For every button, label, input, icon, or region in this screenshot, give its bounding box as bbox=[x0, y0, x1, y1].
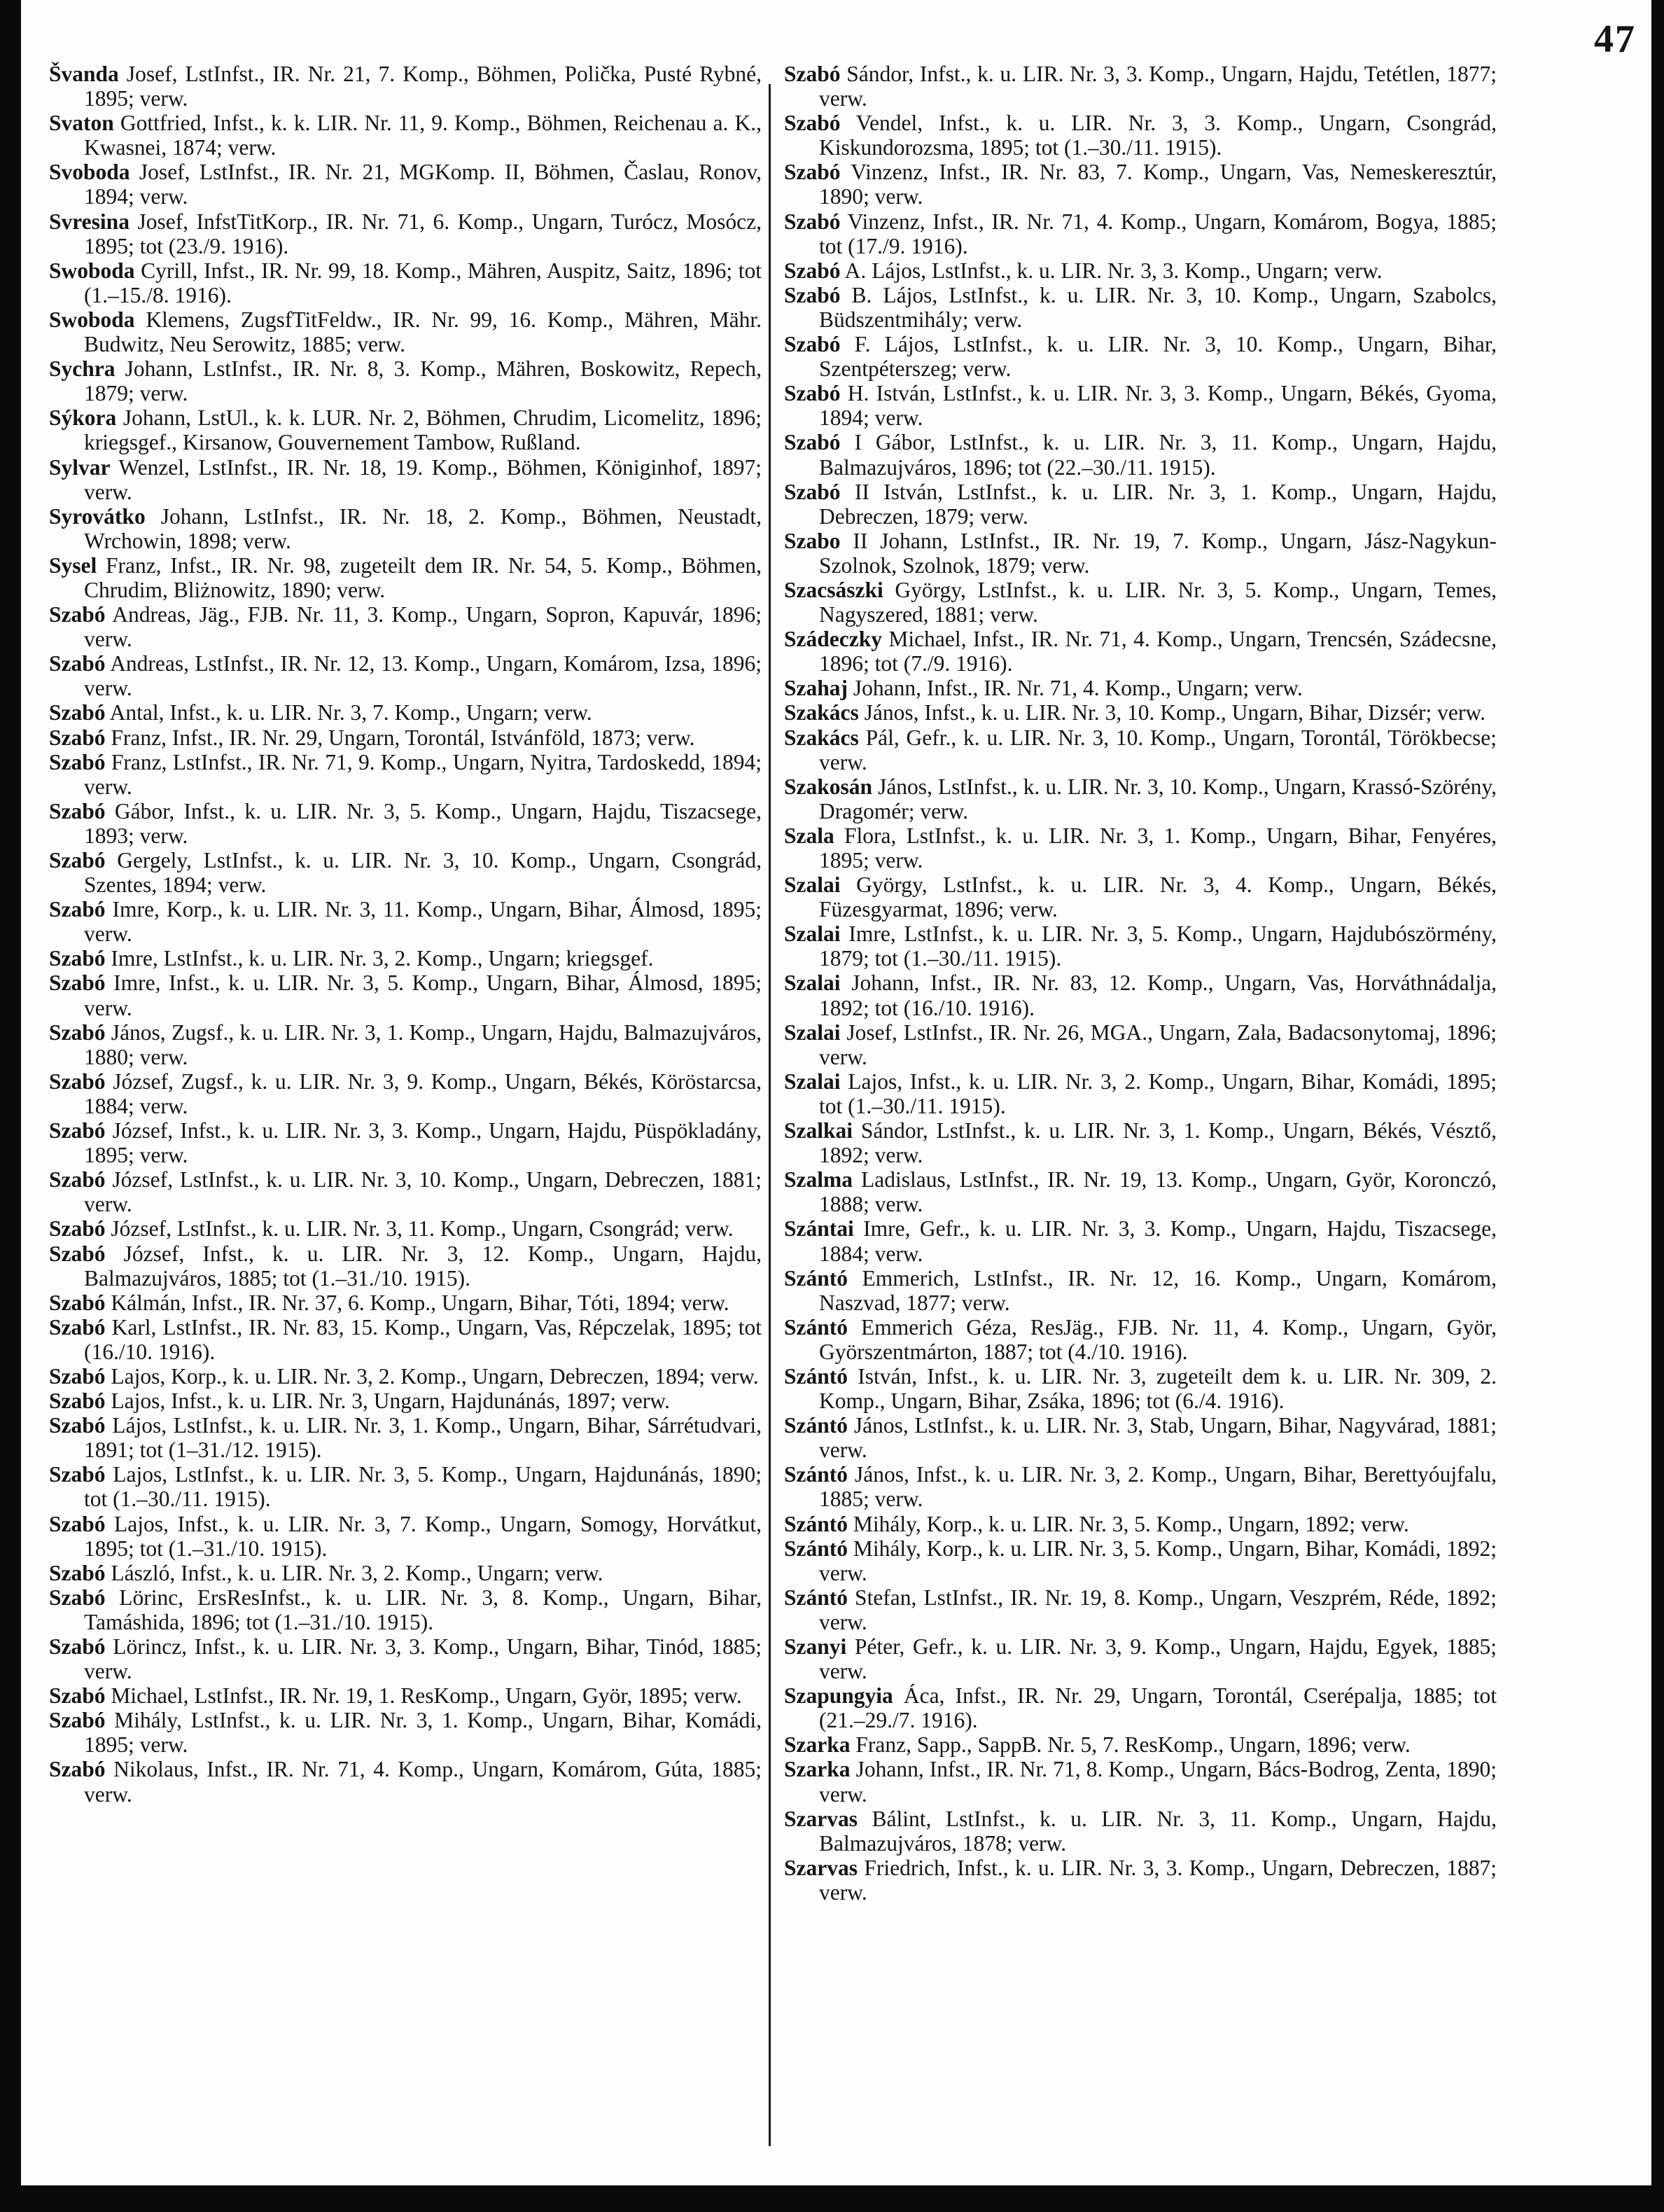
register-entry bbox=[784, 381, 1497, 430]
entry-surname: Szabó bbox=[49, 946, 106, 971]
entry-surname: Szabó bbox=[784, 258, 841, 283]
entry-surname: Szalai bbox=[784, 971, 841, 996]
entry-surname: Svaton bbox=[49, 111, 114, 136]
entry-details: Áca, Infst., IR. Nr. 29, Ungarn, Torontál, Cserépalja, 1885; tot (21.–29./7. 1916). bbox=[819, 1683, 1497, 1733]
register-entry bbox=[49, 1241, 762, 1291]
entry-details: Friedrich, Infst., k. u. LIR. Nr. 3, 3. Komp., Ungarn, Debreczen, 1887; verw. bbox=[819, 1855, 1497, 1905]
entry-surname: Szabó bbox=[49, 1462, 106, 1487]
entry-surname: Szabó bbox=[784, 111, 841, 136]
entry-details: Vinzenz, Infst., IR. Nr. 71, 4. Komp., Ungarn, Komárom, Bogya, 1885; tot (17./9. 1916). bbox=[819, 209, 1497, 258]
entry-surname: Szakosán bbox=[784, 774, 873, 799]
register-entry bbox=[49, 455, 762, 504]
scan-edge-right bbox=[1651, 0, 1664, 2212]
entry-details: Lajos, Infst., k. u. LIR. Nr. 3, Ungarn, Hajdunánás, 1897; verw. bbox=[105, 1389, 670, 1414]
entry-details: Johann, Infst., IR. Nr. 71, 4. Komp., Ungarn; verw. bbox=[848, 676, 1303, 701]
entry-surname: Szabó bbox=[49, 1708, 106, 1733]
column-divider bbox=[769, 84, 771, 2146]
entry-details: Vinzenz, Infst., IR. Nr. 83, 7. Komp., Ungarn, Vas, Nemeskeresztúr, 1890; verw. bbox=[819, 160, 1497, 209]
entry-surname: Szabó bbox=[49, 971, 106, 996]
register-entry bbox=[784, 62, 1497, 111]
entry-details: Sándor, LstInfst., k. u. LIR. Nr. 3, 1. Komp., Ungarn, Békés, Vésztő, 1892; verw. bbox=[819, 1118, 1497, 1168]
register-entry bbox=[784, 1512, 1497, 1536]
entry-surname: Szabó bbox=[49, 1069, 106, 1094]
register-entry bbox=[784, 529, 1497, 578]
entry-surname: Szabó bbox=[49, 1118, 106, 1143]
entry-details: Vendel, Infst., k. u. LIR. Nr. 3, 3. Komp., Ungarn, Csongrád, Kiskundorozsma, 1895; tot (1.–30./11. 1915). bbox=[819, 111, 1497, 160]
entry-details: Johann, LstInfst., IR. Nr. 18, 2. Komp., Böhmen, Neustadt, Wrchowin, 1898; verw. bbox=[84, 503, 762, 553]
register-entry bbox=[49, 1315, 762, 1364]
entry-details: Josef, LstInfst., IR. Nr. 21, MGKomp. II, Böhmen, Časlau, Ronov, 1894; verw. bbox=[84, 160, 762, 209]
entry-details: Imre, Infst., k. u. LIR. Nr. 3, 5. Komp., Ungarn, Bihar, Álmosd, 1895; verw. bbox=[84, 971, 762, 1020]
entry-details: László, Infst., k. u. LIR. Nr. 3, 2. Komp., Ungarn; verw. bbox=[105, 1560, 603, 1585]
entry-details: József, Zugsf., k. u. LIR. Nr. 3, 9. Komp., Ungarn, Békés, Köröstarcsa, 1884; verw. bbox=[84, 1069, 762, 1118]
entry-surname: Švanda bbox=[49, 62, 119, 86]
entry-surname: Szabó bbox=[49, 1290, 106, 1315]
register-entry bbox=[49, 1512, 762, 1561]
register-entry bbox=[784, 283, 1497, 332]
register-entry bbox=[49, 700, 762, 725]
entry-surname: Szabo bbox=[784, 528, 841, 553]
register-entry bbox=[784, 1757, 1497, 1806]
entry-details: Josef, LstInfst., IR. Nr. 21, 7. Komp., Böhmen, Polička, Pusté Rybné, 1895; verw. bbox=[84, 62, 762, 111]
register-entry bbox=[49, 1561, 762, 1585]
register-entry bbox=[784, 1807, 1497, 1856]
entry-surname: Szabó bbox=[784, 430, 841, 455]
register-entry bbox=[784, 1364, 1497, 1413]
entry-surname: Sychra bbox=[49, 356, 116, 382]
register-entry bbox=[49, 553, 762, 602]
register-entry bbox=[784, 209, 1497, 258]
register-entry bbox=[49, 356, 762, 405]
entry-surname: Szántó bbox=[784, 1363, 848, 1389]
entry-surname: Szabó bbox=[784, 381, 841, 406]
entry-details: Lörincz, Infst., k. u. LIR. Nr. 3, 3. Komp., Ungarn, Bihar, Tinód, 1885; verw. bbox=[84, 1634, 762, 1684]
register-entry bbox=[49, 209, 762, 258]
entry-surname: Szabó bbox=[49, 897, 106, 922]
entry-details: Franz, LstInfst., IR. Nr. 71, 9. Komp., Ungarn, Nyitra, Tardoskedd, 1894; verw. bbox=[84, 749, 762, 799]
entry-details: Gergely, LstInfst., k. u. LIR. Nr. 3, 10. Komp., Ungarn, Csongrád, Szentes, 1894; verw. bbox=[84, 848, 762, 898]
entry-details: Lörinc, ErsResInfst., k. u. LIR. Nr. 3, 8. Komp., Ungarn, Bihar, Tamáshida, 1896; tot (1.–31./10. 1915). bbox=[84, 1585, 762, 1634]
register-entry bbox=[49, 1462, 762, 1511]
register-entry bbox=[49, 1216, 762, 1241]
entry-surname: Szabó bbox=[49, 1413, 106, 1438]
entry-surname: Szabó bbox=[49, 749, 106, 774]
entry-details: Gottfried, Infst., k. k. LIR. Nr. 11, 9. Komp., Böhmen, Reichenau a. K., Kwasnei, 1874; verw. bbox=[84, 111, 762, 160]
entry-details: Lájos, LstInfst., k. u. LIR. Nr. 3, 1. Komp., Ungarn, Bihar, Sárrétudvari, 1891; tot (1–31./12. 1915). bbox=[84, 1413, 762, 1463]
register-entry bbox=[784, 1536, 1497, 1585]
entry-surname: Szabó bbox=[49, 1314, 106, 1340]
entry-surname: Szabó bbox=[49, 1363, 106, 1389]
entry-details: Pál, Gefr., k. u. LIR. Nr. 3, 10. Komp., Ungarn, Torontál, Törökbecse; verw. bbox=[819, 725, 1497, 774]
register-entry bbox=[784, 1118, 1497, 1167]
entry-details: János, Infst., k. u. LIR. Nr. 3, 2. Komp., Ungarn, Bihar, Berettyóujfalu, 1885; verw. bbox=[819, 1462, 1497, 1512]
left-column bbox=[49, 62, 762, 1807]
register-entry bbox=[49, 651, 762, 700]
register-entry bbox=[49, 307, 762, 356]
entry-surname: Swoboda bbox=[49, 307, 135, 332]
register-entry bbox=[784, 700, 1497, 725]
entry-surname: Szanyi bbox=[784, 1634, 847, 1659]
entry-surname: Sýkora bbox=[49, 405, 117, 431]
register-entry bbox=[784, 1634, 1497, 1683]
entry-surname: Szádeczky bbox=[784, 627, 882, 652]
entry-details: Gábor, Infst., k. u. LIR. Nr. 3, 5. Komp., Ungarn, Hajdu, Tiszacsege, 1893; verw. bbox=[84, 798, 762, 848]
entry-details: Johann, LstUl., k. k. LUR. Nr. 2, Böhmen, Chrudim, Licomelitz, 1896; kriegsgef., Kirsanow, Gouvernement Tambow, Rußland. bbox=[84, 405, 762, 455]
register-entry bbox=[784, 1266, 1497, 1315]
entry-surname: Szántó bbox=[784, 1536, 848, 1561]
register-entry bbox=[49, 1020, 762, 1069]
entry-details: Péter, Gefr., k. u. LIR. Nr. 3, 9. Komp., Ungarn, Hajdu, Egyek, 1885; verw. bbox=[819, 1634, 1497, 1684]
register-entry bbox=[784, 1462, 1497, 1511]
entry-surname: Szalma bbox=[784, 1167, 853, 1192]
entry-details: Stefan, LstInfst., IR. Nr. 19, 8. Komp., Ungarn, Veszprém, Réde, 1892; verw. bbox=[819, 1585, 1497, 1634]
entry-surname: Szabó bbox=[49, 1634, 106, 1659]
entry-details: Andreas, Jäg., FJB. Nr. 11, 3. Komp., Ungarn, Sopron, Kapuvár, 1896; verw. bbox=[84, 602, 762, 652]
register-entry bbox=[784, 971, 1497, 1020]
register-entry bbox=[784, 1020, 1497, 1069]
register-entry bbox=[784, 872, 1497, 921]
register-entry bbox=[49, 1291, 762, 1315]
register-entry bbox=[784, 1856, 1497, 1905]
entry-details: Bálint, LstInfst., k. u. LIR. Nr. 3, 11. Komp., Ungarn, Hajdu, Balmazujváros, 1878; verw. bbox=[819, 1806, 1497, 1856]
register-entry bbox=[784, 332, 1497, 381]
entry-details: György, LstInfst., k. u. LIR. Nr. 3, 5. Komp., Ungarn, Temes, Nagyszered, 1881; verw. bbox=[819, 577, 1497, 627]
register-entry bbox=[784, 725, 1497, 774]
register-entry bbox=[49, 897, 762, 946]
entry-details: Lajos, Infst., k. u. LIR. Nr. 3, 2. Komp., Ungarn, Bihar, Komádi, 1895; tot (1.–30./11. 1915). bbox=[819, 1069, 1497, 1118]
entry-surname: Szabó bbox=[49, 602, 106, 627]
entry-surname: Szabó bbox=[49, 1585, 106, 1610]
register-entry bbox=[49, 1413, 762, 1462]
entry-surname: Szabó bbox=[784, 282, 841, 307]
entry-surname: Szántó bbox=[784, 1462, 848, 1487]
entry-surname: Szabó bbox=[49, 651, 106, 676]
entry-details: II István, LstInfst., k. u. LIR. Nr. 3, 1. Komp., Ungarn, Hajdu, Debreczen, 1879; verw. bbox=[819, 479, 1497, 529]
entry-details: Imre, Gefr., k. u. LIR. Nr. 3, 3. Komp., Ungarn, Hajdu, Tiszacsege, 1884; verw. bbox=[819, 1216, 1497, 1266]
register-entry bbox=[49, 258, 762, 307]
entry-surname: Szakács bbox=[784, 725, 859, 750]
register-entry bbox=[784, 627, 1497, 676]
entry-details: II Johann, LstInfst., IR. Nr. 19, 7. Komp., Ungarn, Jász-Nagykun-Szolnok, Szolnok, 1879; verw. bbox=[819, 528, 1497, 578]
entry-surname: Szabó bbox=[49, 1389, 106, 1414]
entry-surname: Szabó bbox=[49, 1757, 106, 1782]
register-entry bbox=[784, 430, 1497, 479]
entry-details: Josef, InfstTitKorp., IR. Nr. 71, 6. Komp., Ungarn, Turócz, Mosócz, 1895; tot (23./9. 1916). bbox=[84, 209, 762, 258]
entry-details: Franz, Sapp., SappB. Nr. 5, 7. ResKomp., Ungarn, 1896; verw. bbox=[850, 1732, 1411, 1758]
entry-details: Michael, LstInfst., IR. Nr. 19, 1. ResKomp., Ungarn, Györ, 1895; verw. bbox=[105, 1683, 742, 1709]
entry-details: Johann, Infst., IR. Nr. 83, 12. Komp., Ungarn, Vas, Horváthnádalja, 1892; tot (16./10. 1916). bbox=[819, 971, 1497, 1020]
entry-details: Kálmán, Infst., IR. Nr. 37, 6. Komp., Ungarn, Bihar, Tóti, 1894; verw. bbox=[105, 1290, 729, 1315]
entry-details: Antal, Infst., k. u. LIR. Nr. 3, 7. Komp., Ungarn; verw. bbox=[105, 700, 592, 725]
register-entry bbox=[49, 1389, 762, 1413]
entry-surname: Szalai bbox=[784, 872, 841, 898]
register-entry bbox=[49, 1167, 762, 1216]
register-entry bbox=[784, 1216, 1497, 1265]
entry-surname: Szalai bbox=[784, 1069, 841, 1094]
entry-surname: Szarvas bbox=[784, 1806, 858, 1831]
entry-surname: Szabó bbox=[49, 725, 106, 750]
entry-surname: Sysel bbox=[49, 552, 97, 578]
entry-details: Karl, LstInfst., IR. Nr. 83, 15. Komp., Ungarn, Vas, Répczelak, 1895; tot (16./10. 1916). bbox=[84, 1314, 762, 1364]
register-entry bbox=[49, 1364, 762, 1389]
register-entry bbox=[784, 921, 1497, 971]
entry-details: Mihály, Korp., k. u. LIR. Nr. 3, 5. Komp., Ungarn, Bihar, Komádi, 1892; verw. bbox=[819, 1536, 1497, 1585]
scan-edge-bottom bbox=[0, 2185, 1664, 2212]
entry-surname: Szántó bbox=[784, 1314, 848, 1340]
register-entry bbox=[49, 750, 762, 799]
entry-details: József, Infst., k. u. LIR. Nr. 3, 12. Komp., Ungarn, Hajdu, Balmazujváros, 1885; tot (1.–31./10. 1915). bbox=[84, 1241, 762, 1291]
entry-details: Josef, LstInfst., IR. Nr. 26, MGA., Ungarn, Zala, Badacsonytomaj, 1896; verw. bbox=[819, 1020, 1497, 1069]
entry-surname: Szántó bbox=[784, 1511, 848, 1536]
entry-surname: Szántó bbox=[784, 1265, 848, 1291]
register-entry bbox=[49, 946, 762, 971]
entry-details: Klemens, ZugsfTitFeldw., IR. Nr. 99, 16. Komp., Mähren, Mähr. Budwitz, Neu Serowitz, 1885; verw. bbox=[84, 307, 762, 357]
register-entry bbox=[49, 1069, 762, 1118]
entry-details: Lajos, Infst., k. u. LIR. Nr. 3, 7. Komp., Ungarn, Somogy, Horvátkut, 1895; tot (1.–31./10. 1915). bbox=[84, 1511, 762, 1561]
register-entry bbox=[49, 62, 762, 111]
register-entry bbox=[49, 1634, 762, 1683]
entry-surname: Szabó bbox=[49, 848, 106, 872]
register-entry bbox=[49, 1708, 762, 1757]
entry-surname: Szakács bbox=[784, 700, 859, 725]
entry-details: József, Infst., k. u. LIR. Nr. 3, 3. Komp., Ungarn, Hajdu, Püspökladány, 1895; verw. bbox=[84, 1118, 762, 1168]
entry-surname: Szabó bbox=[49, 1683, 106, 1709]
entry-details: Sándor, Infst., k. u. LIR. Nr. 3, 3. Komp., Ungarn, Hajdu, Tetétlen, 1877; verw. bbox=[819, 62, 1497, 111]
register-entry bbox=[49, 1585, 762, 1634]
entry-details: Nikolaus, Infst., IR. Nr. 71, 4. Komp., Ungarn, Komárom, Gúta, 1885; verw. bbox=[84, 1757, 762, 1807]
page-number: 47 bbox=[1594, 18, 1636, 61]
register-entry bbox=[784, 1413, 1497, 1462]
register-entry bbox=[49, 504, 762, 553]
register-entry bbox=[49, 848, 762, 897]
register-entry bbox=[784, 111, 1497, 160]
register-entry bbox=[784, 480, 1497, 529]
entry-details: Emmerich, LstInfst., IR. Nr. 12, 16. Komp., Ungarn, Komárom, Naszvad, 1877; verw. bbox=[819, 1265, 1497, 1315]
entry-surname: Szabó bbox=[49, 1560, 106, 1585]
entry-details: János, LstInfst., k. u. LIR. Nr. 3, 10. Komp., Ungarn, Krassó-Szörény, Dragomér; verw. bbox=[819, 774, 1497, 823]
entry-surname: Syrovátko bbox=[49, 503, 146, 529]
entry-surname: Szabó bbox=[784, 62, 841, 86]
entry-surname: Swoboda bbox=[49, 258, 135, 283]
register-entry bbox=[784, 676, 1497, 700]
entry-surname: Szántó bbox=[784, 1585, 848, 1610]
entry-details: Mihály, Korp., k. u. LIR. Nr. 3, 5. Komp., Ungarn, 1892; verw. bbox=[848, 1511, 1409, 1536]
entry-surname: Szarka bbox=[784, 1732, 851, 1758]
entry-details: János, Infst., k. u. LIR. Nr. 3, 10. Komp., Ungarn, Bihar, Dizsér; verw. bbox=[858, 700, 1485, 725]
register-entry bbox=[784, 774, 1497, 823]
register-entry bbox=[49, 602, 762, 651]
right-column bbox=[784, 62, 1497, 1905]
entry-details: Imre, Korp., k. u. LIR. Nr. 3, 11. Komp., Ungarn, Bihar, Álmosd, 1895; verw. bbox=[84, 897, 762, 947]
entry-details: A. Lájos, LstInfst., k. u. LIR. Nr. 3, 3. Komp., Ungarn; verw. bbox=[840, 258, 1383, 283]
entry-details: Johann, Infst., IR. Nr. 71, 8. Komp., Ungarn, Bács-Bodrog, Zenta, 1890; verw. bbox=[819, 1757, 1497, 1807]
register-entry bbox=[49, 1118, 762, 1167]
register-entry bbox=[784, 258, 1497, 283]
register-entry bbox=[784, 1585, 1497, 1634]
register-entry bbox=[784, 823, 1497, 872]
register-entry bbox=[784, 1167, 1497, 1216]
entry-surname: Szalai bbox=[784, 921, 841, 947]
register-entry bbox=[49, 405, 762, 454]
register-entry bbox=[784, 578, 1497, 627]
register-entry bbox=[49, 111, 762, 160]
entry-details: F. Lájos, LstInfst., k. u. LIR. Nr. 3, 10. Komp., Ungarn, Bihar, Szentpéterszeg; verw. bbox=[819, 332, 1497, 382]
register-entry bbox=[49, 1683, 762, 1708]
entry-details: György, LstInfst., k. u. LIR. Nr. 3, 4. Komp., Ungarn, Békés, Füzesgyarmat, 1896; verw. bbox=[819, 872, 1497, 922]
entry-details: Mihály, LstInfst., k. u. LIR. Nr. 3, 1. Komp., Ungarn, Bihar, Komádi, 1895; verw. bbox=[84, 1708, 762, 1758]
entry-details: János, LstInfst., k. u. LIR. Nr. 3, Stab, Ungarn, Bihar, Nagyvárad, 1881; verw. bbox=[819, 1413, 1497, 1463]
entry-details: B. Lájos, LstInfst., k. u. LIR. Nr. 3, 10. Komp., Ungarn, Szabolcs, Büdszentmihály; verw. bbox=[819, 282, 1497, 332]
entry-details: Franz, Infst., IR. Nr. 29, Ungarn, Torontál, Istvánföld, 1873; verw. bbox=[105, 725, 695, 750]
entry-details: H. István, LstInfst., k. u. LIR. Nr. 3, 3. Komp., Ungarn, Békés, Gyoma, 1894; verw. bbox=[819, 381, 1497, 431]
entry-surname: Szala bbox=[784, 823, 834, 848]
entry-surname: Svresina bbox=[49, 209, 130, 234]
entry-surname: Szántai bbox=[784, 1216, 854, 1241]
entry-details: I Gábor, LstInfst., k. u. LIR. Nr. 3, 11. Komp., Ungarn, Hajdu, Balmazujváros, 1896; tot (22.–30./11. 1915). bbox=[819, 430, 1497, 480]
entry-details: Lajos, Korp., k. u. LIR. Nr. 3, 2. Komp., Ungarn, Debreczen, 1894; verw. bbox=[105, 1363, 759, 1389]
entry-surname: Szabó bbox=[784, 332, 841, 357]
register-entry bbox=[784, 1732, 1497, 1757]
scan-edge-left bbox=[0, 0, 21, 2212]
entry-surname: Szabó bbox=[49, 1241, 106, 1266]
register-entry bbox=[784, 160, 1497, 209]
register-entry bbox=[49, 1757, 762, 1806]
entry-surname: Szalai bbox=[784, 1020, 841, 1045]
entry-details: János, Zugsf., k. u. LIR. Nr. 3, 1. Komp., Ungarn, Hajdu, Balmazujváros, 1880; verw. bbox=[84, 1020, 762, 1069]
entry-details: József, LstInfst., k. u. LIR. Nr. 3, 11. Komp., Ungarn, Csongrád; verw. bbox=[105, 1216, 734, 1241]
entry-details: Flora, LstInfst., k. u. LIR. Nr. 3, 1. Komp., Ungarn, Bihar, Fenyéres, 1895; verw. bbox=[819, 823, 1497, 872]
register-entry bbox=[49, 160, 762, 209]
register-entry bbox=[784, 1315, 1497, 1364]
entry-details: József, LstInfst., k. u. LIR. Nr. 3, 10. Komp., Ungarn, Debreczen, 1881; verw. bbox=[84, 1167, 762, 1217]
entry-details: Emmerich Géza, ResJäg., FJB. Nr. 11, 4. Komp., Ungarn, Györ, Györszentmárton, 1887; tot (4./10. 1916). bbox=[819, 1314, 1497, 1364]
entry-surname: Sylvar bbox=[49, 454, 111, 480]
register-entry bbox=[49, 799, 762, 848]
entry-surname: Szahaj bbox=[784, 676, 848, 701]
entry-details: István, Infst., k. u. LIR. Nr. 3, zugeteilt dem k. u. LIR. Nr. 309, 2. Komp., Ungarn, Bihar, Zsáka, 1896; tot (6./4. 1916). bbox=[819, 1363, 1497, 1414]
entry-surname: Szabó bbox=[49, 1020, 106, 1045]
entry-surname: Szabó bbox=[784, 479, 841, 504]
entry-surname: Szarvas bbox=[784, 1855, 858, 1880]
entry-details: Cyrill, Infst., IR. Nr. 99, 18. Komp., Mähren, Auspitz, Saitz, 1896; tot (1.–15./8. 1916). bbox=[84, 258, 762, 307]
register-entry bbox=[784, 1683, 1497, 1732]
entry-surname: Szabó bbox=[49, 1511, 106, 1536]
entry-surname: Szabó bbox=[49, 1167, 106, 1192]
entry-surname: Szabó bbox=[49, 798, 106, 823]
entry-surname: Svoboda bbox=[49, 160, 130, 185]
entry-surname: Szabó bbox=[784, 209, 841, 234]
register-entry bbox=[784, 1069, 1497, 1118]
entry-surname: Szabó bbox=[49, 700, 106, 725]
register-entry bbox=[49, 725, 762, 750]
entry-details: Michael, Infst., IR. Nr. 71, 4. Komp., Ungarn, Trencsén, Szádecsne, 1896; tot (7./9. 1916). bbox=[819, 627, 1497, 676]
entry-details: Wenzel, LstInfst., IR. Nr. 18, 19. Komp., Böhmen, Königinhof, 1897; verw. bbox=[84, 454, 762, 504]
entry-surname: Szarka bbox=[784, 1757, 851, 1782]
entry-details: Franz, Infst., IR. Nr. 98, zugeteilt dem IR. Nr. 54, 5. Komp., Böhmen, Chrudim, Bliżnowitz, 1890; verw. bbox=[84, 552, 762, 602]
entry-details: Imre, LstInfst., k. u. LIR. Nr. 3, 5. Komp., Ungarn, Hajdubószörmény, 1879; tot (1.–30./11. 1915). bbox=[819, 921, 1497, 971]
entry-details: Andreas, LstInfst., IR. Nr. 12, 13. Komp., Ungarn, Komárom, Izsa, 1896; verw. bbox=[84, 651, 762, 701]
entry-surname: Szabó bbox=[784, 160, 841, 185]
entry-details: Lajos, LstInfst., k. u. LIR. Nr. 3, 5. Komp., Ungarn, Hajdunánás, 1890; tot (1.–30./11. 1915). bbox=[84, 1462, 762, 1512]
entry-surname: Szapungyia bbox=[784, 1683, 893, 1709]
entry-surname: Szacsászki bbox=[784, 577, 883, 602]
entry-surname: Szántó bbox=[784, 1413, 848, 1438]
entry-details: Ladislaus, LstInfst., IR. Nr. 19, 13. Komp., Ungarn, Györ, Koronczó, 1888; verw. bbox=[819, 1167, 1497, 1217]
entry-surname: Szabó bbox=[49, 1216, 106, 1241]
entry-surname: Szalkai bbox=[784, 1118, 853, 1143]
register-entry bbox=[49, 971, 762, 1020]
entry-details: Imre, LstInfst., k. u. LIR. Nr. 3, 2. Komp., Ungarn; kriegsgef. bbox=[105, 946, 654, 971]
entry-details: Johann, LstInfst., IR. Nr. 8, 3. Komp., Mähren, Boskowitz, Repech, 1879; verw. bbox=[84, 356, 762, 406]
